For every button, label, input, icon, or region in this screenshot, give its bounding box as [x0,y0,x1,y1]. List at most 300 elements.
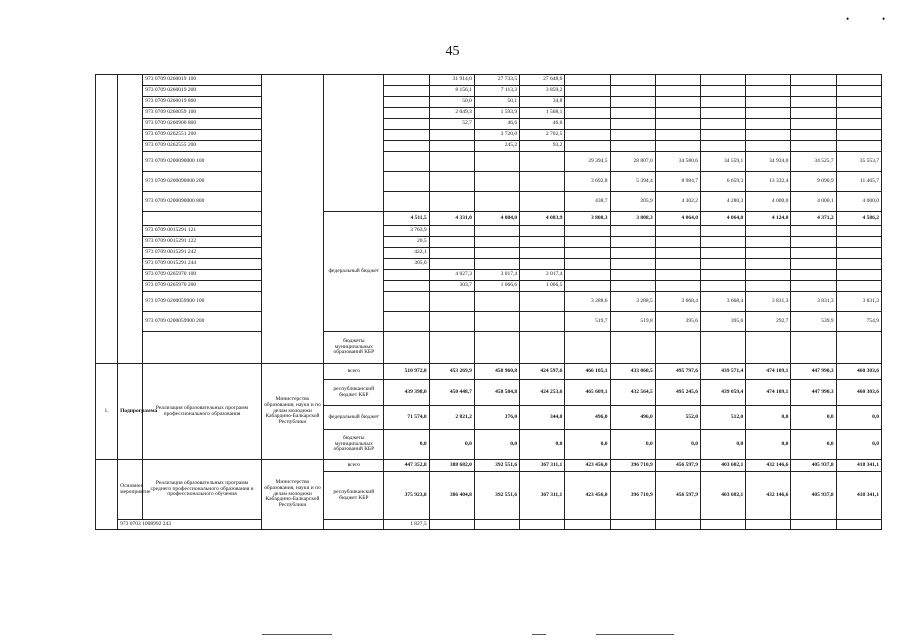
empty-cell [700,332,745,364]
value-cell: 0,0 [655,430,700,460]
value-cell [565,86,610,97]
value-cell: 1 827,5 [384,520,429,530]
value-cell [746,86,791,97]
value-cell: 4 027,3 [429,270,474,281]
value-cell: 496,0 [565,406,610,430]
value-cell [791,281,836,292]
empty-cell [324,520,384,530]
item-name: Реализация образовательных программ профессионального образования [143,364,262,460]
table-row [96,75,882,86]
value-cell [384,270,429,281]
item-kind: Подпрограмма [118,364,143,460]
value-cell: 34 559,1 [700,152,745,172]
value-cell: 46,6 [520,119,565,130]
value-cell: 496,0 [610,406,655,430]
table-row [96,226,882,237]
value-cell [836,141,881,152]
table-row [96,192,882,212]
value-cell [565,130,610,141]
empty-cell [746,332,791,364]
table-row [96,520,882,530]
value-cell [610,108,655,119]
value-cell [520,248,565,259]
value-cell [791,248,836,259]
empty-cell [96,75,118,364]
value-cell: 34 934,0 [746,152,791,172]
value-cell: 495 245,6 [655,380,700,406]
budget-code: 973 0709 0262555 200 [143,141,262,152]
value-cell [700,97,745,108]
value-cell [700,248,745,259]
value-cell [520,292,565,312]
value-cell: 5 394,4 [610,172,655,192]
executor-name: Министерство образования, науки и по делам молодежи Кабардино-Балкарской Республики [261,460,323,530]
value-cell [429,292,474,312]
value-cell: 2 821,2 [429,406,474,430]
value-cell [836,237,881,248]
value-cell [836,248,881,259]
value-cell: 3 720,0 [474,130,519,141]
value-cell [655,75,700,86]
value-cell: 403 602,1 [700,460,745,472]
value-cell: 552,0 [655,406,700,430]
value-cell [384,97,429,108]
value-cell: 27 648,6 [520,75,565,86]
value-cell [565,259,610,270]
value-cell: 439 571,4 [700,364,745,380]
budget-source-label: всего [324,460,384,472]
value-cell [565,248,610,259]
value-cell [384,292,429,312]
value-cell [384,152,429,172]
value-cell: 4 331,0 [429,212,474,226]
budget-code: 973 0709 0260019 800 [143,97,262,108]
value-cell: 8 156,1 [429,86,474,97]
value-cell [474,312,519,332]
value-cell: 11 465,7 [836,172,881,192]
value-cell [746,75,791,86]
table-row [96,237,882,248]
value-cell: 418 341,1 [836,472,881,520]
value-cell: 46,6 [474,119,519,130]
value-cell [746,270,791,281]
value-cell: 4 302,2 [655,192,700,212]
value-cell [474,259,519,270]
value-cell [474,248,519,259]
value-cell [746,130,791,141]
value-cell [474,172,519,192]
value-cell [520,237,565,248]
value-cell [836,520,881,530]
value-cell: 510 972,0 [384,364,429,380]
value-cell: 375 923,8 [384,472,429,520]
budget-code: 973 0709 0200059900 200 [143,312,262,332]
value-cell [700,141,745,152]
value-cell [565,119,610,130]
value-cell [655,259,700,270]
value-cell [791,119,836,130]
value-cell: 495 797,6 [655,364,700,380]
value-cell [429,312,474,332]
value-cell: 465 609,1 [565,380,610,406]
budget-code: 973 0709 0260019 100 [143,75,262,86]
value-cell: 447 990,3 [791,364,836,380]
value-cell: 367 311,1 [520,460,565,472]
value-cell: 423 456,0 [565,460,610,472]
executor-name: Министерство образования, науки и по делам молодежи Кабардино-Балкарской Республики [261,364,323,460]
value-cell: 3 859,2 [520,86,565,97]
empty-cell [655,332,700,364]
value-cell [655,86,700,97]
value-cell: 93,2 [520,141,565,152]
value-cell: 512,0 [700,406,745,430]
value-cell [565,270,610,281]
value-cell: 205,9 [610,192,655,212]
value-cell [565,226,610,237]
value-cell [836,97,881,108]
value-cell: 388 682,0 [429,460,474,472]
value-cell: 8 984,7 [655,172,700,192]
value-cell: 29 394,5 [565,152,610,172]
value-cell: 0,0 [746,406,791,430]
value-cell [746,141,791,152]
value-cell [610,259,655,270]
empty-cell [565,332,610,364]
value-cell [746,237,791,248]
empty-cell [324,75,384,212]
value-cell [655,226,700,237]
value-cell: 34 580,6 [655,152,700,172]
budget-source-label: федеральный бюджет [324,406,384,430]
value-cell [655,270,700,281]
value-cell: 376,0 [474,406,519,430]
budget-code: 973 0709 0015291 242 [143,248,262,259]
value-cell: 3 288,5 [610,292,655,312]
empty-cell [520,332,565,364]
empty-cell [143,332,262,364]
value-cell [384,86,429,97]
value-cell [746,108,791,119]
value-cell: 447 990,3 [791,380,836,406]
budget-source-label: бюджеты муниципальных образований КБР [324,430,384,460]
value-cell [520,172,565,192]
value-cell: 754,9 [836,312,881,332]
value-cell [565,108,610,119]
empty-cell [118,75,143,364]
value-cell: 447 352,8 [384,460,429,472]
value-cell [655,281,700,292]
empty-cell [791,332,836,364]
value-cell: 4 064,0 [700,212,745,226]
value-cell [836,86,881,97]
value-cell: 0,0 [791,406,836,430]
budget-table [95,74,882,530]
value-cell [384,130,429,141]
empty-cell [836,332,881,364]
value-cell: 245,2 [474,141,519,152]
value-cell [836,119,881,130]
value-cell [746,520,791,530]
value-cell: 1 568,1 [520,108,565,119]
value-cell: 466 105,1 [565,364,610,380]
value-cell: 6 659,3 [700,172,745,192]
value-cell [746,119,791,130]
value-cell: 7 113,3 [474,86,519,97]
value-cell [384,281,429,292]
budget-code: 973 0709 0200090000 200 [143,172,262,192]
value-cell [746,259,791,270]
value-cell [655,108,700,119]
value-cell [520,152,565,172]
table-row [96,332,882,364]
value-cell [700,108,745,119]
table-row [96,281,882,292]
value-cell: 4 280,3 [700,192,745,212]
value-cell [384,312,429,332]
value-cell: 4 000,1 [791,192,836,212]
value-cell: 474 109,1 [746,364,791,380]
value-cell: 424 597,6 [520,364,565,380]
value-cell: 2 049,3 [429,108,474,119]
value-cell: 432 146,6 [746,472,791,520]
budget-code: 973 0709 0262551 200 [143,130,262,141]
value-cell: 50,1 [474,97,519,108]
value-cell [384,192,429,212]
budget-code: 973 0709 0200059900 100 [143,292,262,312]
value-cell: 403 602,1 [700,472,745,520]
value-cell [700,237,745,248]
empty-cell [474,332,519,364]
value-cell [836,75,881,86]
value-cell: 52,7 [429,119,474,130]
budget-code: 973 0709 0260019 200 [143,86,262,97]
budget-code: 973 0709 0015291 122 [143,237,262,248]
value-cell [700,119,745,130]
value-cell: 3 288,6 [565,292,610,312]
budget-code: 973 0709 0265970 200 [143,281,262,292]
value-cell [474,292,519,312]
value-cell: 31 914,0 [429,75,474,86]
value-cell [429,248,474,259]
value-cell [836,108,881,119]
value-cell: 439 398,0 [384,380,429,406]
value-cell [429,141,474,152]
value-cell: 3 668,4 [655,292,700,312]
value-cell: 28 807,0 [610,152,655,172]
value-cell [655,97,700,108]
value-cell: 4 371,2 [791,212,836,226]
value-cell: 3 017,4 [520,270,565,281]
value-cell [474,226,519,237]
value-cell [610,226,655,237]
value-cell: 4 000,0 [836,192,881,212]
table-row [96,364,882,380]
value-cell: 3 808,3 [565,212,610,226]
value-cell: 396 710,9 [610,472,655,520]
value-cell: 0,0 [746,430,791,460]
value-cell: 35 553,7 [836,152,881,172]
value-cell [565,97,610,108]
table-row [96,270,882,281]
table-row [96,108,882,119]
budget-code: 973 0709 0260059 100 [143,108,262,119]
value-cell: 2 702,5 [520,130,565,141]
value-cell: 0,0 [474,430,519,460]
value-cell: 458 960,8 [474,364,519,380]
value-cell [610,281,655,292]
value-cell: 386 404,8 [429,472,474,520]
empty-cell [610,332,655,364]
value-cell [610,130,655,141]
corner-mark: • [882,14,886,24]
empty-cell [384,332,429,364]
value-cell: 34 525,7 [791,152,836,172]
value-cell: 3 831,3 [791,292,836,312]
value-cell [520,192,565,212]
value-cell [791,108,836,119]
value-cell [791,270,836,281]
value-cell [700,86,745,97]
value-cell: 423 456,0 [565,472,610,520]
value-cell: 453 269,9 [429,364,474,380]
value-cell: 34,8 [520,97,565,108]
corner-mark: • [846,14,850,24]
value-cell [565,281,610,292]
value-cell: 405 937,8 [791,460,836,472]
value-cell: 305,0 [384,259,429,270]
value-cell [655,119,700,130]
budget-code: 973 0709 0265970 100 [143,270,262,281]
value-cell: 450 448,7 [429,380,474,406]
value-cell [610,270,655,281]
value-cell [429,152,474,172]
value-cell [791,259,836,270]
table-row [96,312,882,332]
value-cell [700,281,745,292]
value-cell [474,192,519,212]
value-cell [836,259,881,270]
budget-code: 973 0709 0260900 800 [143,119,262,130]
value-cell: 519,8 [610,312,655,332]
budget-source-label: бюджеты муниципальных образований КБР [324,332,384,364]
value-cell: 405 937,8 [791,472,836,520]
value-cell [791,141,836,152]
value-cell: 460 303,6 [836,380,881,406]
value-cell: 20,5 [384,237,429,248]
value-cell [520,226,565,237]
budget-source-label: республиканский бюджет КБР [324,380,384,406]
value-cell: 418 341,1 [836,460,881,472]
value-cell [565,520,610,530]
value-cell: 303,7 [429,281,474,292]
page-number: 45 [445,44,460,59]
value-cell: 458 584,8 [474,380,519,406]
value-cell: 4 000,0 [746,192,791,212]
value-cell: 3 017,4 [474,270,519,281]
value-cell [384,75,429,86]
empty-cell [261,75,323,364]
value-cell: 456 597,9 [655,460,700,472]
value-cell: 433 060,5 [610,364,655,380]
value-cell: 0,0 [700,430,745,460]
value-cell: 3 808,3 [610,212,655,226]
value-cell: 0,0 [520,430,565,460]
value-cell: 4 064,0 [655,212,700,226]
value-cell [565,141,610,152]
scan-edge-line [532,634,546,635]
value-cell: 0,0 [429,430,474,460]
value-cell [836,130,881,141]
value-cell [700,130,745,141]
value-cell: 474 109,1 [746,380,791,406]
value-cell [791,237,836,248]
table-row [96,248,882,259]
value-cell: 438,7 [565,192,610,212]
value-cell [700,75,745,86]
value-cell [429,192,474,212]
value-cell [836,270,881,281]
row-number: 1. [96,364,118,460]
value-cell: 367 311,1 [520,472,565,520]
value-cell: 4 084,0 [474,212,519,226]
value-cell: 0,0 [565,430,610,460]
table-row [96,292,882,312]
budget-code: 973 0709 0200090000 800 [143,192,262,212]
value-cell [520,520,565,530]
budget-source-label: всего [324,364,384,380]
table-row [96,119,882,130]
value-cell: 424 253,6 [520,380,565,406]
value-cell: 395,6 [700,312,745,332]
item-name: Реализация образовательных программ среднего профессионального образования и профессионального обучения [143,460,262,520]
value-cell: 539,9 [791,312,836,332]
value-cell [700,226,745,237]
scan-edge-line [596,634,674,635]
value-cell: 3 831,3 [746,292,791,312]
value-cell: 4 511,5 [384,212,429,226]
empty-cell [429,332,474,364]
value-cell [655,520,700,530]
value-cell: 1 066,6 [474,281,519,292]
value-cell: 0,0 [384,430,429,460]
value-cell: 0,0 [836,406,881,430]
value-cell [746,226,791,237]
value-cell [429,259,474,270]
item-kind: Основное мероприятие [118,460,143,520]
value-cell [610,520,655,530]
value-cell [746,281,791,292]
table-row [96,141,882,152]
value-cell [700,520,745,530]
value-cell: 50,0 [429,97,474,108]
value-cell [565,75,610,86]
value-cell: 395,6 [655,312,700,332]
budget-code: 973 0709 0015291 244 [143,259,262,270]
value-cell [791,226,836,237]
value-cell [836,281,881,292]
value-cell: 0,0 [836,430,881,460]
table-row [96,212,882,226]
table-row [96,97,882,108]
value-cell: 519,7 [565,312,610,332]
value-cell: 3 763,9 [384,226,429,237]
value-cell [791,520,836,530]
value-cell [610,119,655,130]
value-cell: 422,1 [384,248,429,259]
value-cell [429,172,474,192]
value-cell [474,520,519,530]
value-cell [746,97,791,108]
